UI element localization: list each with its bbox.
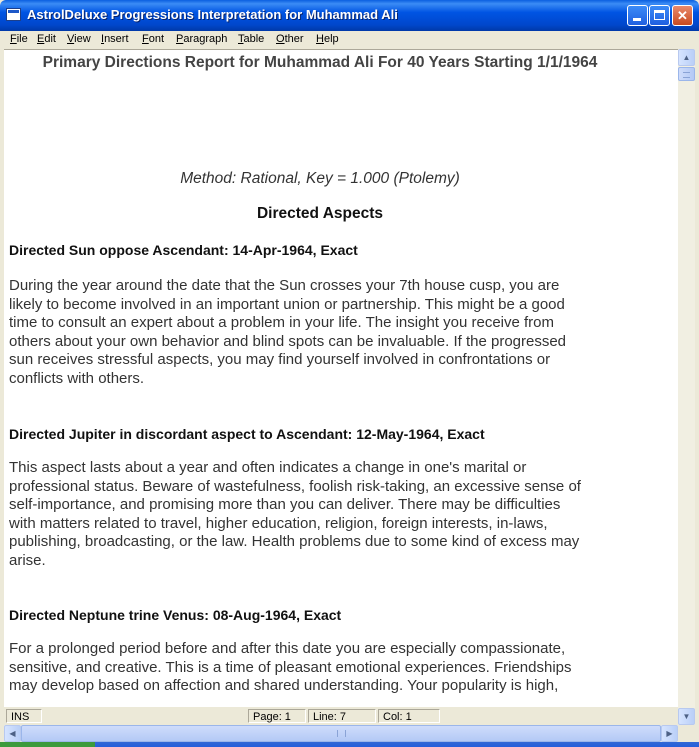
menu-font[interactable]: Font xyxy=(142,33,165,45)
aspect-paragraph xyxy=(9,640,634,696)
paragraph-line: with matters related to travel, higher education, religion, foreign interests, in-laws, xyxy=(9,514,548,532)
scroll-up-icon[interactable]: ▲ xyxy=(678,49,695,66)
paragraph-line: likely to become involved in an important union or partnership. This might be a good xyxy=(9,295,565,313)
close-button[interactable]: ✕ xyxy=(672,5,693,26)
menu-table[interactable]: Table xyxy=(238,33,265,45)
paragraph-line: self-importance, and promising more than you can deliver. There may be difficulties xyxy=(9,496,561,514)
paragraph-line: During the year around the date that the Sun crosses your 7th house cusp, you are xyxy=(9,277,560,294)
menu-file[interactable]: File xyxy=(10,33,28,45)
aspect-heading: Directed Neptune trine Venus: 08-Aug-1964, Exact xyxy=(9,607,342,623)
minimize-button[interactable] xyxy=(627,5,648,26)
menu-view[interactable]: View xyxy=(67,33,91,45)
menu-other[interactable]: Other xyxy=(276,33,304,45)
status-col: Col: 1 xyxy=(378,709,440,723)
document-area[interactable] xyxy=(4,49,678,706)
paragraph-line: For a prolonged period before and after this date you are especially compassionate, xyxy=(9,640,566,657)
menu-edit[interactable]: Edit xyxy=(37,33,56,45)
paragraph-line: This aspect lasts about a year and often indicates a change in one's marital or xyxy=(9,459,527,476)
menu-bar xyxy=(4,31,695,49)
scroll-left-icon[interactable]: ◀ xyxy=(4,725,21,742)
start-button[interactable] xyxy=(0,742,95,747)
status-line: Line: 7 xyxy=(308,709,376,723)
paragraph-line: sensitive, and creative. This is a time of pleasant emotional experiences. Friendships xyxy=(9,658,572,676)
vertical-scrollbar[interactable] xyxy=(678,49,695,725)
app-icon[interactable] xyxy=(6,8,21,21)
maximize-button[interactable] xyxy=(649,5,670,26)
scroll-right-icon[interactable]: ▶ xyxy=(661,725,678,742)
report-title: Primary Directions Report for Muhammad Ali For 40 Years Starting 1/1/1964 xyxy=(42,54,598,71)
section-heading: Directed Aspects xyxy=(256,205,384,222)
vertical-scroll-thumb[interactable] xyxy=(678,67,695,81)
paragraph-line: time to consult an expert about a problem in your life. The insight you receive from xyxy=(9,314,555,332)
paragraph-line: sun receives stressful aspects, you may find yourself involved in confrontations or xyxy=(9,351,551,369)
paragraph-line: professional status. Beware of wastefulness, foolish risk-taking, an excessive sense of xyxy=(9,477,581,495)
taskbar xyxy=(0,742,699,747)
menu-insert[interactable]: Insert xyxy=(101,33,129,45)
scroll-down-icon[interactable]: ▼ xyxy=(678,708,695,725)
window-title: AstrolDeluxe Progressions Interpretation for Muhammad Ali xyxy=(27,7,398,22)
method-line: Method: Rational, Key = 1.000 (Ptolemy) xyxy=(180,170,460,187)
menu-paragraph[interactable]: Paragraph xyxy=(176,33,228,45)
paragraph-line: may develop based on affection and shared understanding. Your popularity is high, xyxy=(9,677,559,695)
title-bar[interactable] xyxy=(0,0,699,31)
aspect-paragraph xyxy=(9,277,634,389)
menu-help[interactable]: Help xyxy=(316,33,339,45)
horizontal-scrollbar[interactable] xyxy=(4,725,678,742)
paragraph-line: others about your own behavior and blind spots can be invaluable. If the progressed xyxy=(9,332,567,350)
horizontal-scroll-thumb[interactable] xyxy=(21,725,661,742)
aspect-heading: Directed Jupiter in discordant aspect to Ascendant: 12-May-1964, Exact xyxy=(9,426,485,442)
paragraph-line: conflicts with others. xyxy=(9,369,145,387)
paragraph-line: publishing, broadcasting, or the law. Health problems due to some kind of excess may xyxy=(9,533,580,551)
aspect-heading: Directed Sun oppose Ascendant: 14-Apr-1964, Exact xyxy=(9,242,358,258)
status-mode: INS xyxy=(6,709,42,723)
status-bar xyxy=(4,706,678,726)
aspect-paragraph xyxy=(9,459,634,571)
status-page: Page: 1 xyxy=(248,709,306,723)
paragraph-line: arise. xyxy=(9,551,46,569)
